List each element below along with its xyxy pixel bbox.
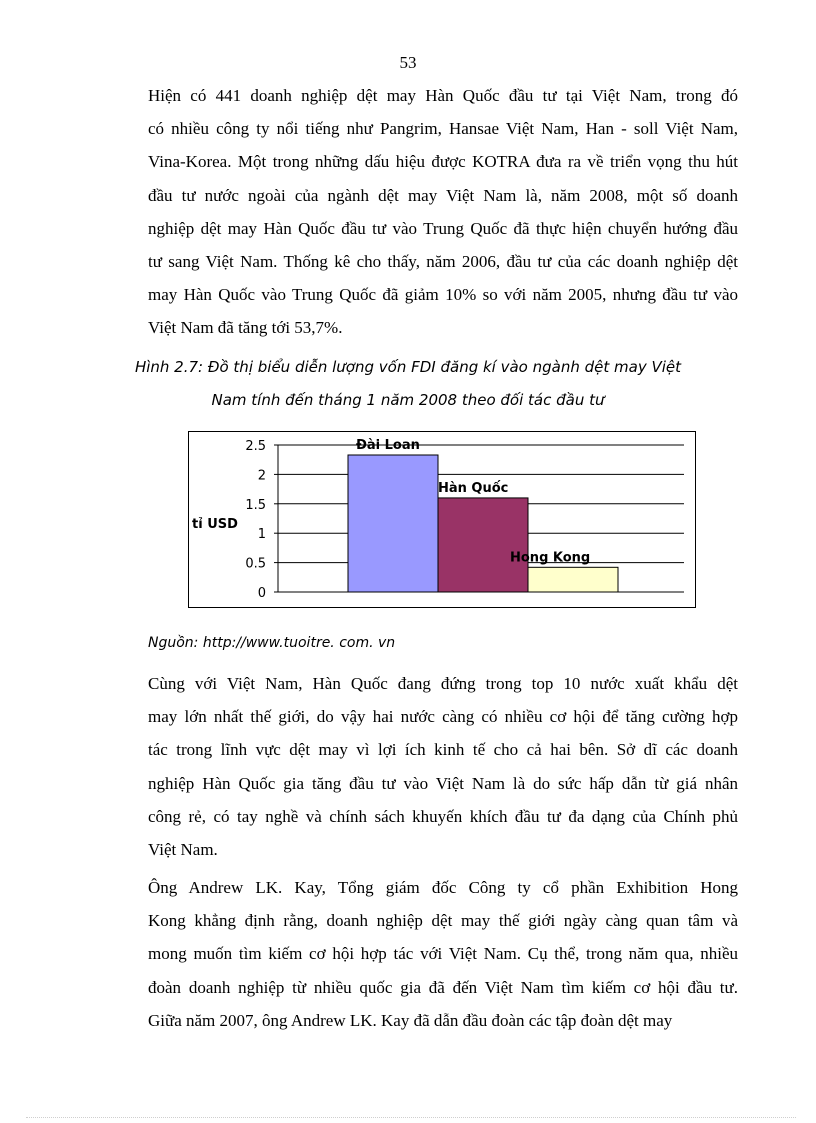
paragraph3-line: mong muốn tìm kiếm cơ hội hợp tác với Việt Nam. Cụ thể, trong năm qua, nhiều bbox=[148, 944, 738, 964]
paragraph1-line: Việt Nam đã tăng tới 53,7%. bbox=[148, 318, 343, 338]
fdi-bar-chart bbox=[188, 431, 696, 608]
bar-0 bbox=[348, 455, 438, 592]
y-tick-label: 0 bbox=[257, 586, 266, 601]
y-tick-label: 2 bbox=[257, 468, 266, 484]
paragraph3-line: Giữa năm 2007, ông Andrew LK. Kay đã dẫn đầu đoàn các tập đoàn dệt may bbox=[148, 1010, 673, 1030]
paragraph1-line: Hiện có 441 doanh nghiệp dệt may Hàn Quốc đầu tư tại Việt Nam, trong đó bbox=[148, 86, 738, 105]
paragraph-korea-vietnam bbox=[148, 667, 738, 866]
paragraph2-line: công rẻ, có tay nghề và chính sách khuyến khích đầu tư đa dạng của Chính phủ bbox=[148, 806, 738, 826]
bar-2 bbox=[528, 567, 618, 592]
paragraph1-line: đầu tư nước ngoài của ngành dệt may Việt Nam là, năm 2008, một số doanh bbox=[148, 185, 738, 205]
paragraph1-line: có nhiều công ty nổi tiếng như Pangrim, Hansae Việt Nam, Han - soll Việt Nam, bbox=[148, 119, 738, 139]
y-tick-label: 1 bbox=[257, 527, 266, 543]
paragraph2-line: may lớn nhất thế giới, do vậy hai nước càng có nhiều cơ hội để tăng cường hợp bbox=[148, 707, 738, 727]
bar-label: Hàn Quốc bbox=[438, 480, 509, 496]
paragraph3-line: đoàn doanh nghiệp từ nhiều quốc gia đã đến Việt Nam tìm kiếm cơ hội đầu tư. bbox=[148, 977, 738, 997]
paragraph2-line: tác trong lĩnh vực dệt may vì lợi ích kinh tế cho cả hai bên. Sở dĩ các doanh bbox=[148, 740, 738, 760]
paragraph1-line: tư sang Việt Nam. Thống kê cho thấy, năm 2006, đầu tư của các doanh nghiệp dệt bbox=[148, 252, 738, 272]
bar-label: Hong Kong bbox=[510, 550, 591, 566]
paragraph2-line: nghiệp Hàn Quốc gia tăng đầu tư vào Việt Nam là do sức hấp dẫn từ giá nhân bbox=[148, 773, 738, 793]
paragraph1-line: nghiệp dệt may Hàn Quốc đầu tư vào Trung Quốc đã thực hiện chuyển hướng đầu bbox=[148, 218, 738, 238]
page-bottom-rule bbox=[26, 1117, 796, 1118]
paragraph2-line: Cùng với Việt Nam, Hàn Quốc đang đứng trong top 10 nước xuất khẩu dệt bbox=[148, 674, 738, 693]
y-tick-label: 2.5 bbox=[245, 439, 266, 454]
bar-1 bbox=[438, 498, 528, 592]
paragraph1-line: Vina-Korea. Một trong những dấu hiệu được KOTRA đưa ra về triển vọng thu hút bbox=[148, 152, 738, 172]
figure-caption-line-2: Nam tính đến tháng 1 năm 2008 theo đối tác đầu tư bbox=[211, 391, 605, 409]
figure-caption-line-1: Hình 2.7: Đồ thị biểu diễn lượng vốn FDI đăng kí vào ngành dệt may Việt bbox=[134, 358, 682, 376]
y-axis-label: tỉ USD bbox=[192, 517, 238, 532]
paragraph3-line: Ông Andrew LK. Kay, Tổng giám đốc Công ty cổ phần Exhibition Hong bbox=[148, 878, 738, 897]
paragraph-andrew-kay bbox=[148, 871, 738, 1037]
page-number: 53 bbox=[399, 53, 417, 72]
paragraph3-line: Kong khẳng định rằng, doanh nghiệp dệt may thế giới ngày càng quan tâm và bbox=[148, 911, 738, 931]
paragraph2-line: Việt Nam. bbox=[148, 840, 218, 860]
y-tick-label: 0.5 bbox=[245, 556, 266, 572]
paragraph-fdi-korea bbox=[148, 79, 738, 345]
bar-label: Đài Loan bbox=[356, 437, 420, 453]
paragraph1-line: may Hàn Quốc vào Trung Quốc đã giảm 10% so với năm 2005, nhưng đầu tư vào bbox=[148, 285, 738, 305]
y-tick-label: 1.5 bbox=[245, 497, 266, 513]
source-note: Nguồn: http://www.tuoitre. com. vn bbox=[148, 635, 396, 651]
